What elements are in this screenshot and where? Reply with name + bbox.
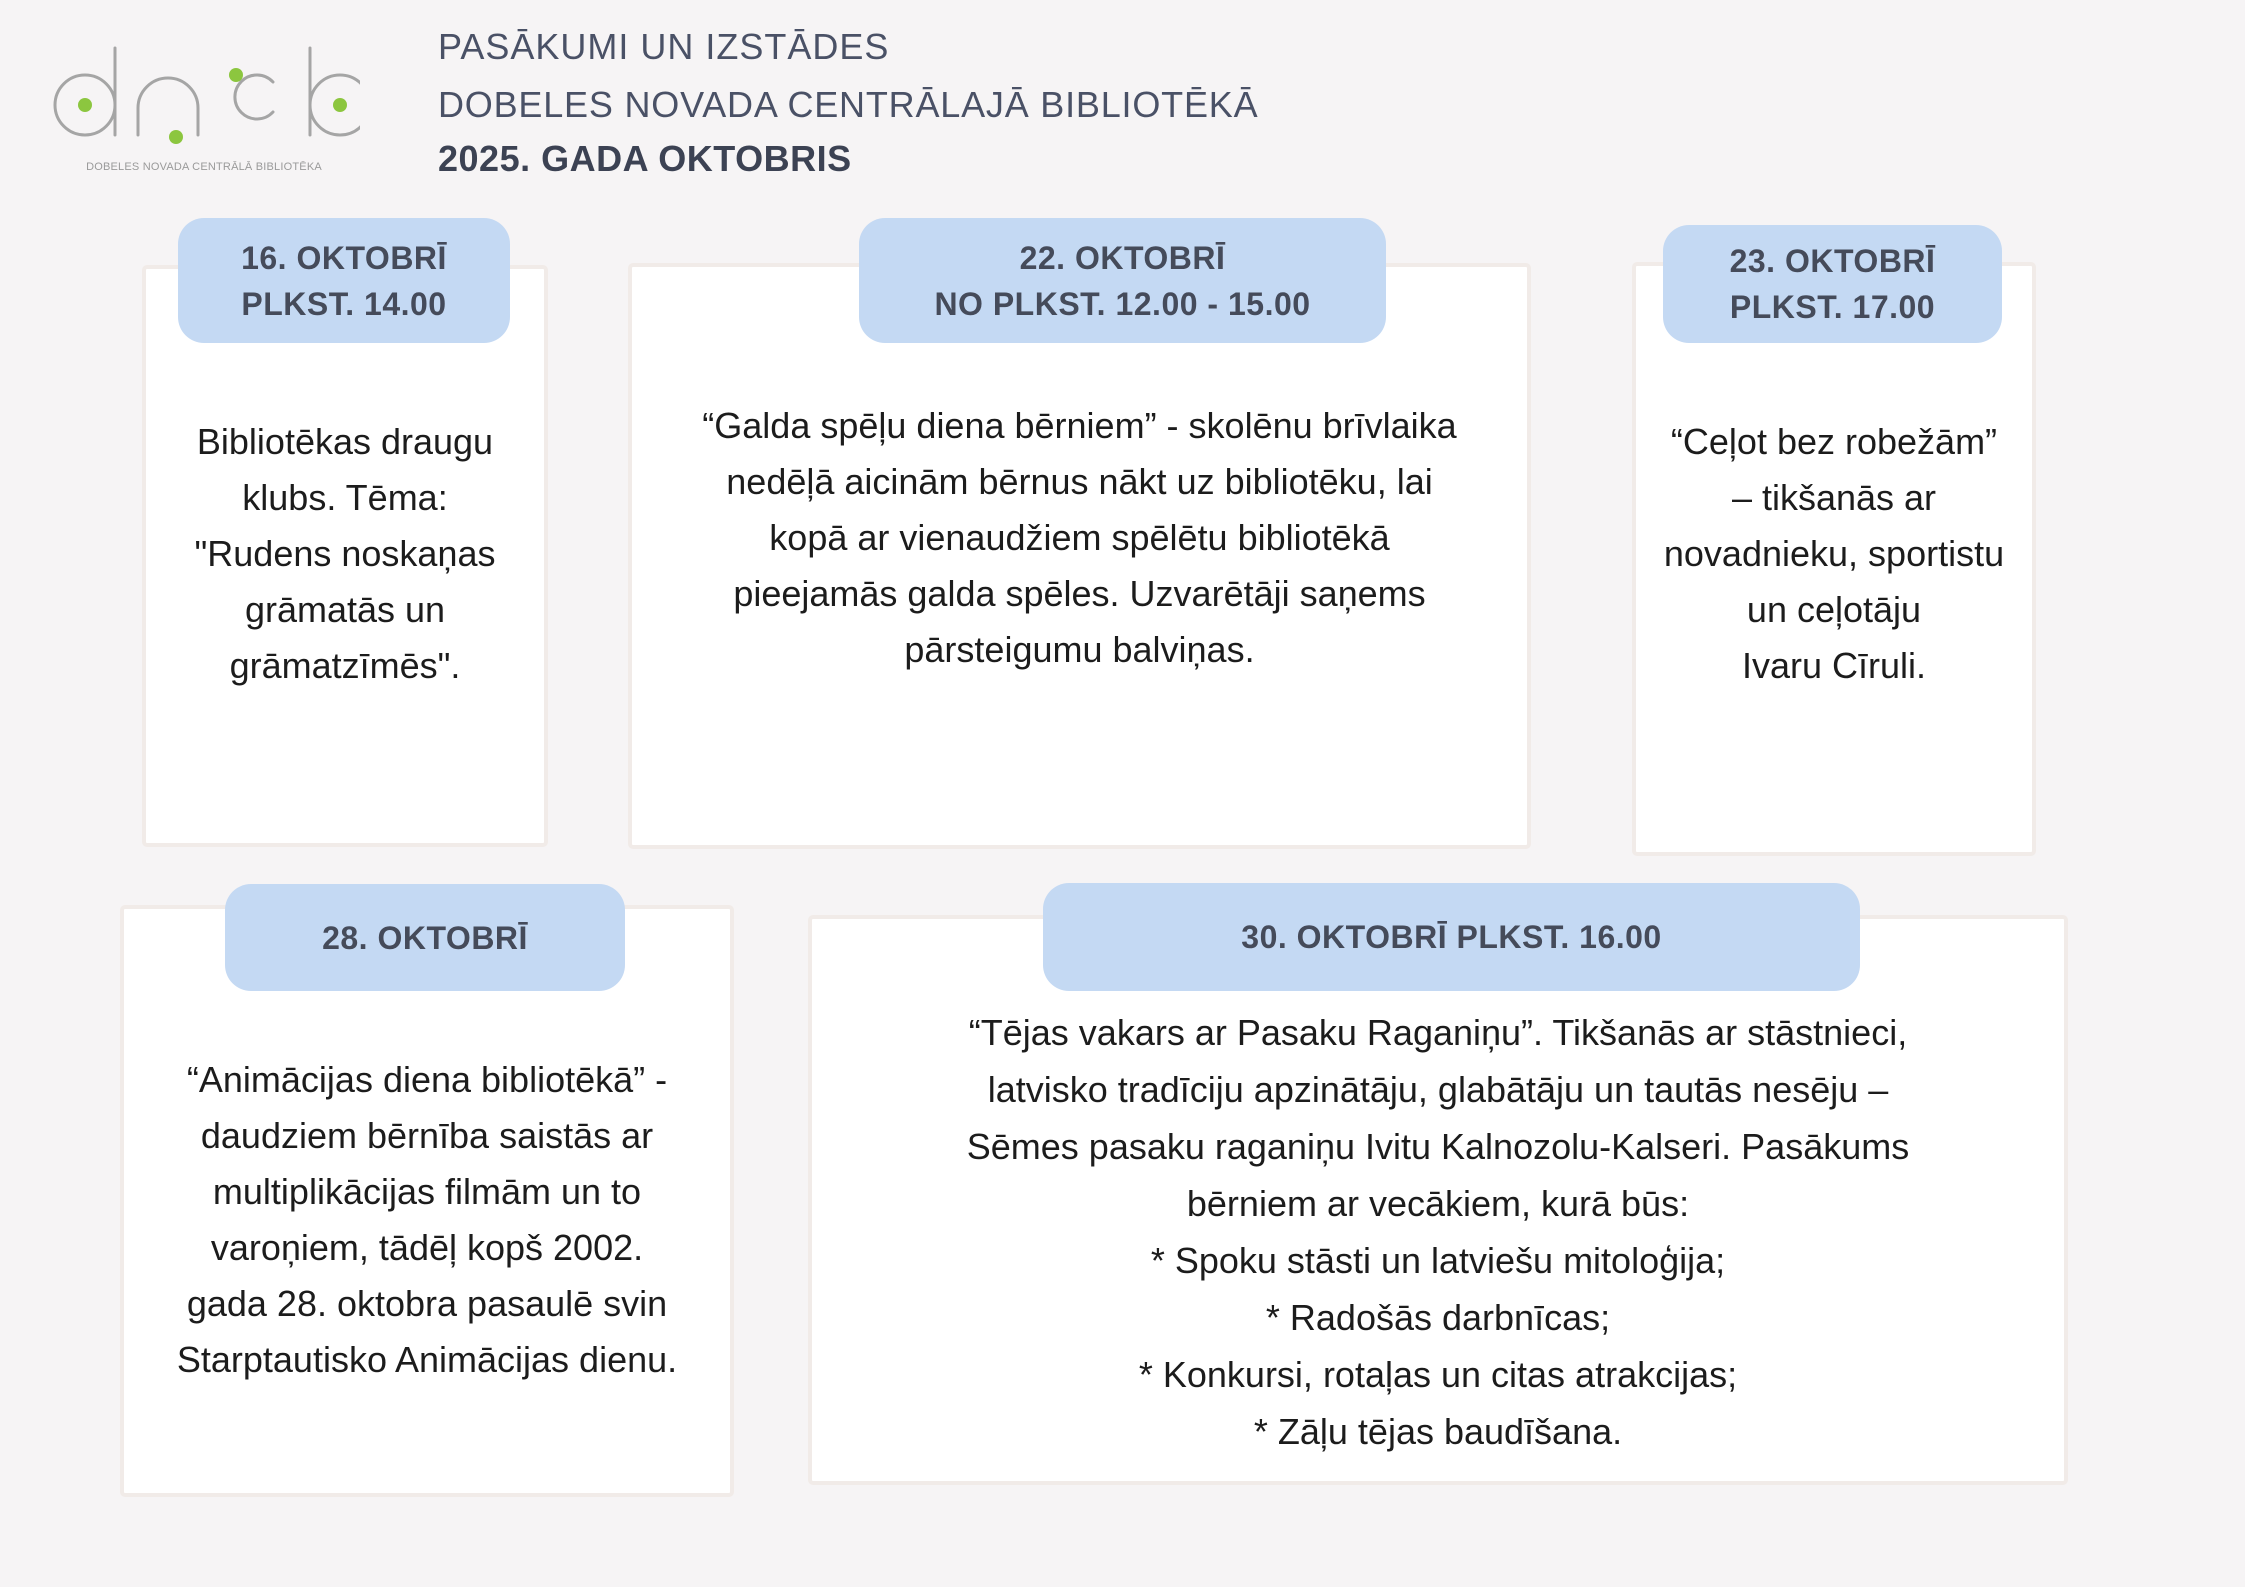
description-line: * Radošās darbnīcas; [1265, 1297, 1611, 1338]
event-description-1 [146, 414, 544, 694]
description-line: "Rudens noskaņas [194, 533, 496, 574]
event-date-line: 30. OKTOBRĪ PLKST. 16.00 [1241, 919, 1662, 955]
event-description-4 [124, 1052, 730, 1388]
description-line: grāmatzīmēs". [229, 645, 461, 686]
event-date-line: 22. OKTOBRĪ [1019, 239, 1226, 276]
description-line: bērniem ar vecākiem, kurā būs: [1186, 1183, 1690, 1224]
logo-caption: DOBELES NOVADA CENTRĀLĀ BIBLIOTĒKA [86, 161, 322, 173]
event-time-line: NO PLKST. 12.00 - 15.00 [934, 285, 1311, 322]
event-date-line: 16. OKTOBRĪ [241, 239, 447, 276]
description-line: daudziem bērnība saistās ar [200, 1115, 654, 1156]
event-date-tab-4 [225, 884, 625, 991]
description-line: kopā ar vienaudžiem spēlētu bibliotēkā [769, 517, 1390, 558]
description-line: multiplikācijas filmām un to [212, 1171, 642, 1212]
description-line: * Spoku stāsti un latviešu mitoloģija; [1150, 1240, 1726, 1281]
description-line: “Galda spēļu diena bērniem” - skolēnu brīvlaika [702, 405, 1457, 446]
event-date-line: 28. OKTOBRĪ [322, 919, 528, 956]
description-line: pieejamās galda spēles. Uzvarētāji saņems [733, 573, 1426, 614]
description-line: Sēmes pasaku raganiņu Ivitu Kalnozolu-Kalseri. Pasākums [966, 1126, 1910, 1167]
description-line: Bibliotēkas draugu [196, 421, 494, 462]
event-time-line: PLKST. 14.00 [241, 285, 447, 322]
description-line: * Zāļu tējas baudīšana. [1253, 1411, 1623, 1452]
description-line: – tikšanās ar [1731, 477, 1937, 518]
header-line-events: PASĀKUMI UN IZSTĀDES [438, 26, 890, 67]
header-line-month: 2025. GADA OKTOBRIS [438, 138, 852, 179]
description-line: varoņiem, tādēļ kopš 2002. [210, 1227, 644, 1268]
description-line: “Tējas vakars ar Pasaku Raganiņu”. Tikšanās ar stāstnieci, [968, 1012, 1908, 1053]
description-line: grāmatās un [244, 589, 446, 630]
description-line: Ivaru Cīruli. [1741, 645, 1927, 686]
event-date-tab-5 [1043, 883, 1860, 991]
header-line-library: DOBELES NOVADA CENTRĀLAJĀ BIBLIOTĒKĀ [438, 84, 1259, 125]
description-line: Starptautisko Animācijas dienu. [176, 1339, 678, 1380]
description-line: “Ceļot bez robežām” [1670, 421, 1998, 462]
event-description-2 [632, 398, 1527, 678]
description-line: klubs. Tēma: [242, 477, 448, 518]
dncb-logo-icon [40, 30, 360, 180]
event-date-tab-1 [178, 218, 510, 343]
event-date-tab-2 [859, 218, 1386, 343]
library-logo [40, 30, 360, 180]
description-line: pārsteigumu balviņas. [904, 629, 1255, 670]
description-line: novadnieku, sportistu [1663, 533, 2005, 574]
event-date-tab-3 [1663, 225, 2002, 343]
event-date-line: 23. OKTOBRĪ [1729, 243, 1936, 279]
event-description-5 [812, 1004, 2064, 1460]
description-line: “Animācijas diena bibliotēkā” - [186, 1059, 668, 1100]
description-line: nedēļā aicinām bērnus nākt uz bibliotēku, lai [726, 461, 1433, 502]
description-line: latvisko tradīciju apzinātāju, glabātāju un tautās nesēju – [987, 1069, 1889, 1110]
event-description-3 [1636, 414, 2032, 694]
event-time-line: PLKST. 17.00 [1729, 289, 1936, 325]
description-line: gada 28. oktobra pasaulē svin [186, 1283, 668, 1324]
description-line: un ceļotāju [1746, 589, 1922, 630]
description-line: * Konkursi, rotaļas un citas atrakcijas; [1138, 1354, 1738, 1395]
